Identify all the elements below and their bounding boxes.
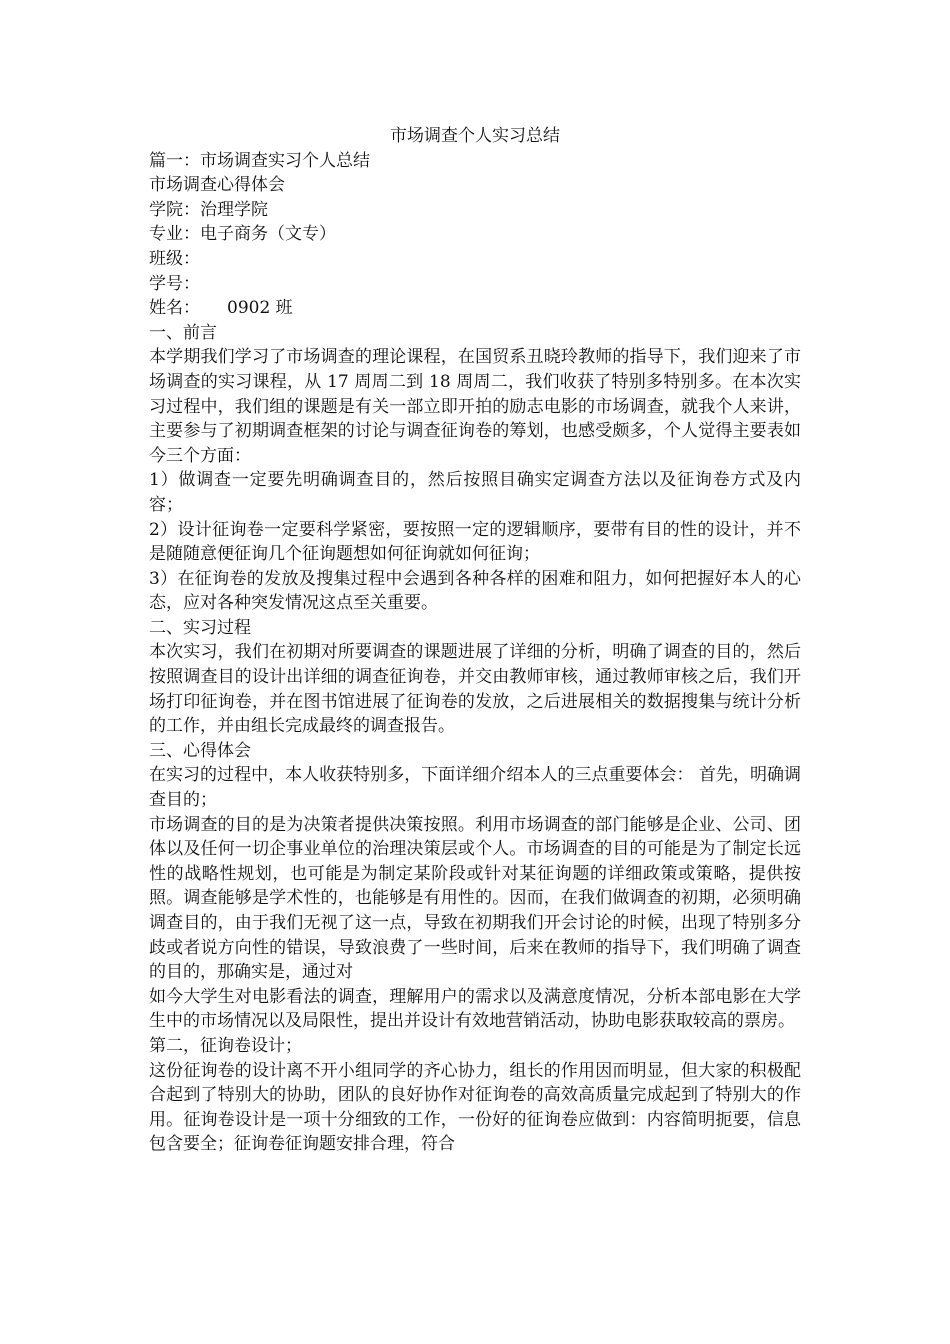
document-body <box>149 124 801 1157</box>
document-title: 市场调查个人实习总结 <box>390 126 560 146</box>
preface-point-2: 2）设计征询卷一定要科学紧密，要按照一定的逻辑顺序，要带有目的性的设计，并不是随随意便征询几个征询题想如何征询就如何征询； <box>149 519 801 565</box>
process-paragraph: 本次实习，我们在初期对所要调查的课题进展了详细的分析，明确了调查的目的，然后按照调查目的设计出详细的调查征询卷，并交由教师审核，通过教师审核之后，我们开场打印征询卷，并在图书馆进展了征询卷的发放，之后进展相关的数据搜集与统计分析的工作，并由组长完成最终的调查报告。 <box>149 642 801 737</box>
header-line-class: 班级： <box>149 248 200 269</box>
reflection-paragraph-1: 市场调查的目的是为决策者提供决策按照。利用市场调查的部门能够是企业、公司、团体以及任何一切企事业单位的治理决策层或个人。市场调查的目的可能是为了制定长远性的战略性规划，也可能是为制定某阶段或针对某征询题的详细政策或策略，提供按照。调查能够是学术性的，也能够是有用性的。因而，在我们做调查的初期，必须明确调查目的，由于我们无视了这一点，导致在初期我们开会讨论的时候，出现了特别多分歧或者说方向性的错误，导致浪费了一些时间，后来在教师的指导下，我们明确了调查的目的，那确实是，通过对 <box>149 814 801 983</box>
section-heading-process: 二、实习过程 <box>149 617 251 638</box>
reflection-paragraph-2: 如今大学生对电影看法的调查，理解用户的需求以及满意度情况，分析本部电影在大学生中的市场情况以及局限性，提出并设计有效地营销活动，协助电影获取较高的票房。 <box>149 986 801 1032</box>
preface-point-3: 3）在征询卷的发放及搜集过程中会遇到各种各样的困难和阻力，如何把握好本人的心态，应对各种突发情况这点至关重要。 <box>149 568 801 614</box>
header-line-student-id: 学号： <box>149 273 200 294</box>
reflection-intro: 在实习的过程中，本人收获特别多，下面详细介绍本人的三点重要体会： 首先，明确调查目的； <box>149 765 801 811</box>
header-line-name: 姓名： 0902 班 <box>149 298 293 319</box>
header-line-subtitle: 市场调查心得体会 <box>149 175 285 196</box>
reflection-paragraph-3: 这份征询卷的设计离不开小组同学的齐心协力，组长的作用因而明显，但大家的积极配合起到了特别大的协助，团队的良好协作对征询卷的高效高质量完成起到了特别大的作用。征询卷设计是一项十分细致的工作，一份好的征询卷应做到：内容简明扼要，信息包含要全；征询卷征询题安排合理，符合 <box>149 1060 801 1155</box>
header-line-major: 专业：电子商务（文专） <box>149 224 336 245</box>
header-line-article: 篇一：市场调查实习个人总结 <box>149 150 370 171</box>
header-line-college: 学院：治理学院 <box>149 199 268 220</box>
preface-point-1: 1）做调查一定要先明确调查目的，然后按照目确实定调查方法以及征询卷方式及内容； <box>149 470 801 515</box>
section-heading-reflection: 三、心得体会 <box>149 740 251 761</box>
preface-paragraph: 本学期我们学习了市场调查的理论课程，在国贸系丑晓玲教师的指导下，我们迎来了市场调查的实习课程，从 17 周周二到 18 周周二，我们收获了特别多特别多。在本次实习过程中，我们组的课题是有关一部立即开拍的励志电影的市场调查，就我个人来讲，主要参与了初期调查框架的讨论与调查征询卷的筹划，也感受颇多，个人觉得主要表如今三个方面： <box>149 347 801 466</box>
section-heading-preface: 一、前言 <box>149 322 217 343</box>
reflection-second-heading: 第二，征询卷设计； <box>149 1035 302 1056</box>
